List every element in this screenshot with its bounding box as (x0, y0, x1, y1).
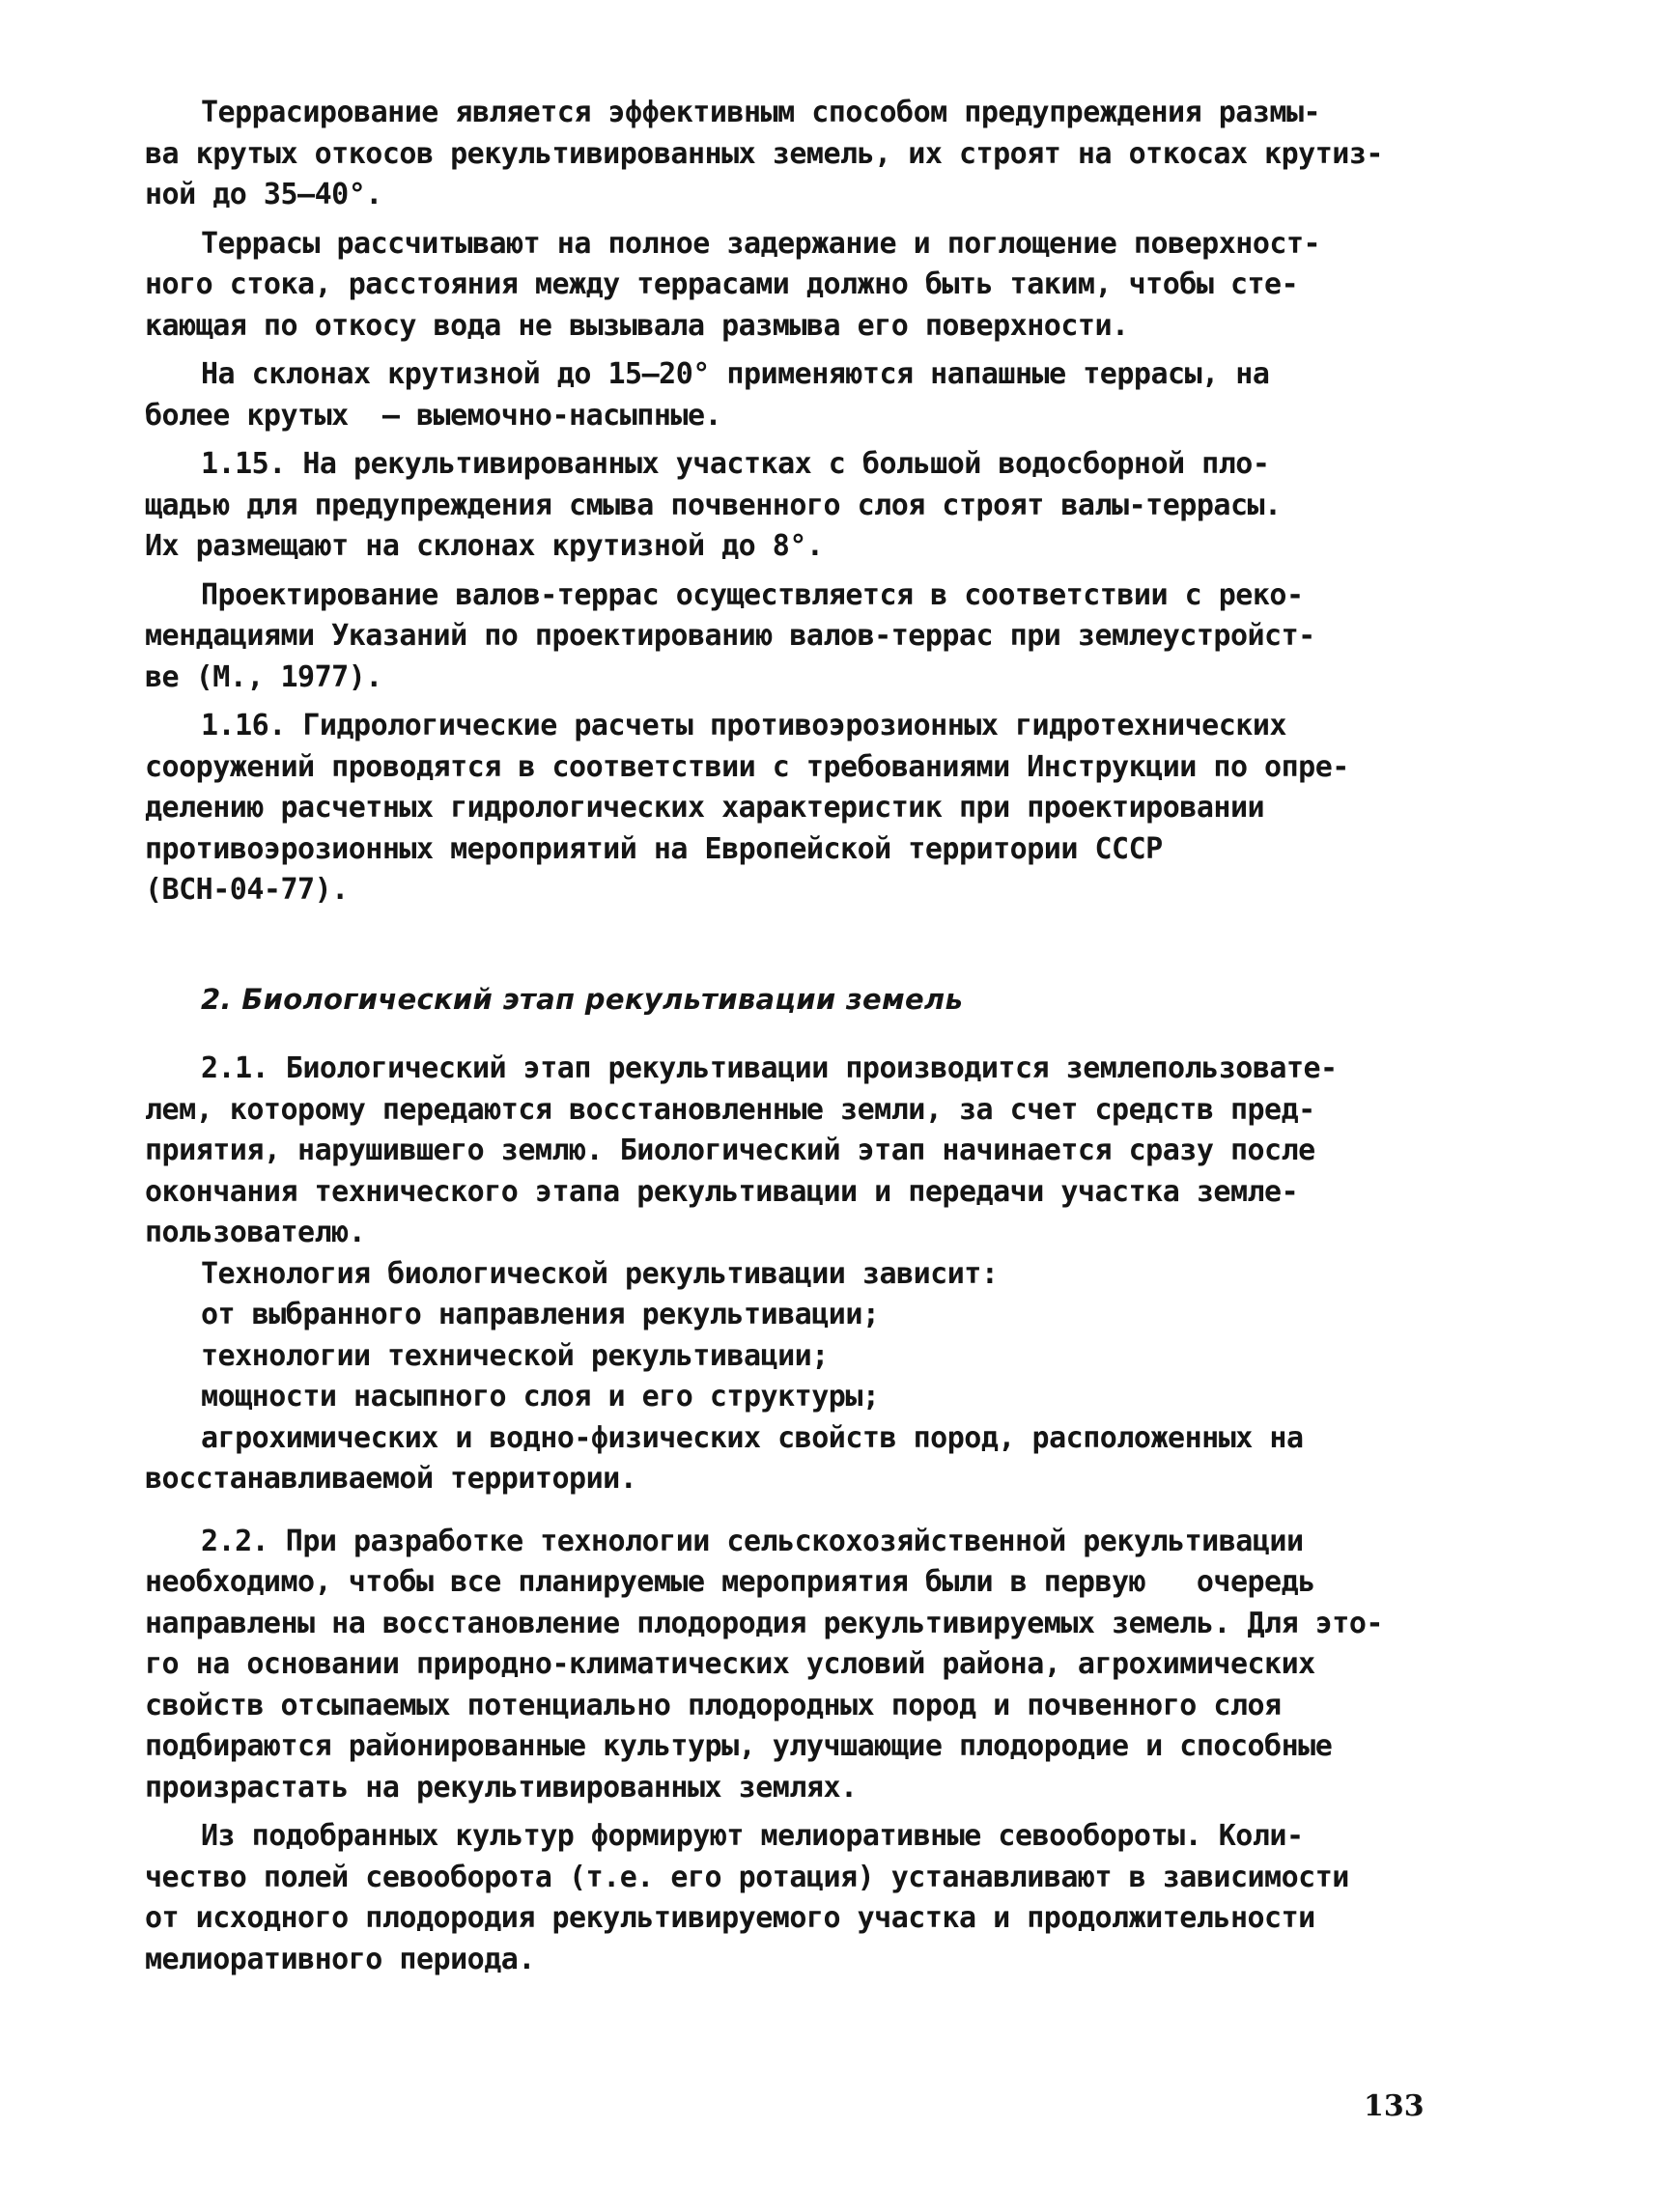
paragraph-terracing (145, 93, 1516, 216)
text-line: пользователю. (145, 1216, 366, 1249)
body-text (145, 93, 1516, 1980)
text-line: чество полей севооборота (т.е. его ротация) устанавливают в зависимости (145, 1860, 1349, 1894)
list-item (145, 1418, 1516, 1500)
text-line: более крутых – выемочно-насыпные. (145, 398, 722, 433)
text-line: от исходного плодородия рекультивируемого участка и продолжительности (145, 1901, 1315, 1935)
text-line: агрохимических и водно-физических свойств пород, расположенных на (201, 1420, 1304, 1455)
text-line: окончания технического этапа рекультивации и передачи участка земле- (145, 1174, 1299, 1209)
list-item (145, 1336, 1516, 1378)
text-line: ного стока, расстояния между террасами должно быть таким, чтобы сте- (145, 267, 1299, 301)
text-line: кающая по откосу вода не вызывала размыва его поверхности. (145, 308, 1129, 343)
text-line: (ВСН-04-77). (145, 873, 349, 907)
text-line: 1.16. Гидрологические расчеты противоэрозионных гидротехнических (201, 709, 1286, 742)
paragraph-technology (145, 1254, 1516, 1296)
text-line: от выбранного направления рекультивации; (201, 1298, 880, 1331)
text-line: Террасирование является эффективным способом предупреждения размы- (201, 96, 1321, 129)
text-line: подбираются районированные культуры, улучшающие плодородие и способные (145, 1729, 1333, 1763)
text-line: восстанавливаемой территории. (145, 1462, 637, 1496)
text-line: направлены на восстановление плодородия рекультивируемых земель. Для это- (145, 1606, 1383, 1640)
text-line: Их размещают на склонах крутизной до 8°. (145, 529, 824, 563)
text-line: Из подобранных культур формируют мелиоративные севообороты. Коли- (201, 1819, 1304, 1853)
text-line: На склонах крутизной до 15–20° применяются напашные террасы, на (201, 357, 1270, 391)
page-number: 133 (1364, 2089, 1425, 2123)
paragraph-2-1 (145, 1049, 1516, 1254)
text-line: сооружений проводятся в соответствии с требованиями Инструкции по опре- (145, 749, 1349, 784)
list-item (145, 1377, 1516, 1418)
paragraph-2-2 (145, 1522, 1516, 1809)
text-line: 2.2. При разработке технологии сельскохозяйственной рекультивации (201, 1524, 1304, 1558)
text-line: ве (М., 1977). (145, 659, 382, 694)
text-line: мелиоративного периода. (145, 1942, 535, 1976)
paragraph-crop-rotation (145, 1816, 1516, 1980)
text-line: лем, которому передаются восстановленные земли, за счет средств пред- (145, 1092, 1315, 1127)
text-line: делению расчетных гидрологических характеристик при проектировании (145, 791, 1265, 825)
paragraph-terraces-calc (145, 224, 1516, 348)
text-line: Проектирование валов-террас осуществляется в соответствии с реко- (201, 577, 1304, 612)
paragraph-1-16 (145, 706, 1516, 911)
text-line: необходимо, чтобы все планируемые мероприятия были в первую очередь (145, 1565, 1315, 1599)
text-line: Технология биологической рекультивации зависит: (201, 1256, 999, 1291)
paragraph-1-15 (145, 444, 1516, 568)
text-line: технологии технической рекультивации; (201, 1338, 829, 1373)
text-line: противоэрозионных мероприятий на Европейской территории СССР (145, 831, 1163, 866)
text-line: ной до 35–40°. (145, 178, 382, 211)
text-line: 1.15. На рекультивированных участках с большой водосборной пло- (201, 447, 1270, 481)
text-line: Террасы рассчитывают на полное задержание и поглощение поверхност- (201, 226, 1321, 261)
text-line: ва крутых откосов рекультивированных земель, их строят на откосах крутиз- (145, 136, 1383, 171)
text-line: приятия, нарушившего землю. Биологический этап начинается сразу после (145, 1134, 1315, 1167)
text-line: мендациями Указаний по проектированию валов-террас при землеустройст- (145, 619, 1315, 653)
section-heading: 2. Биологический этап рекультивации земель (201, 982, 964, 1016)
text-line: го на основании природно-климатических условий района, агрохимических (145, 1647, 1315, 1681)
text-line: щадью для предупреждения смыва почвенного слоя строят валы-террасы. (145, 488, 1282, 522)
paragraph-slopes (145, 354, 1516, 436)
paragraph-design (145, 575, 1516, 699)
text-line: произрастать на рекультивированных землях. (145, 1770, 858, 1805)
text-line: 2.1. Биологический этап рекультивации производится землепользовате- (201, 1051, 1338, 1085)
text-line: мощности насыпного слоя и его структуры; (201, 1380, 880, 1414)
text-line: свойств отсыпаемых потенциально плодородных пород и почвенного слоя (145, 1688, 1282, 1722)
list-item (145, 1295, 1516, 1336)
